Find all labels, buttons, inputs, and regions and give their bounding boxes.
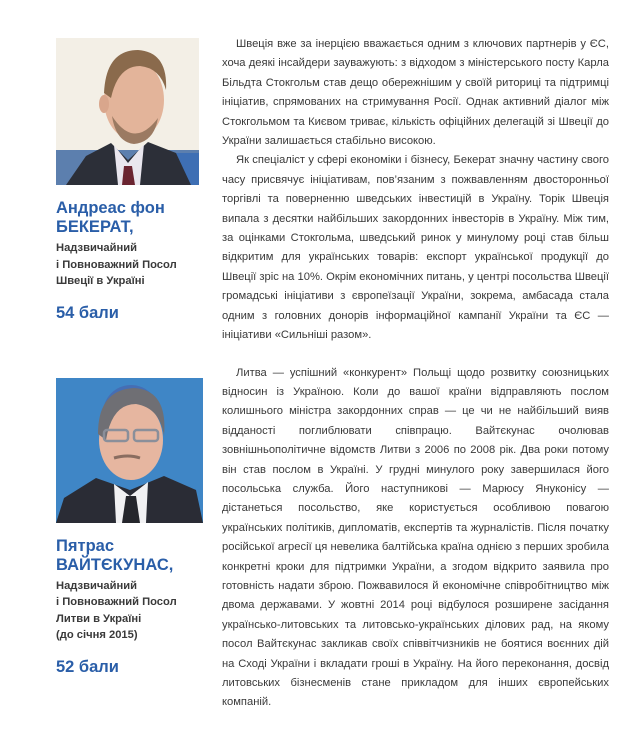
title-line: і Повноважний Посол	[56, 258, 177, 271]
article-paragraph: Як спеціаліст у сфері економіки і бізнесу, Бекерат значну частину свого часу присвячує ініціативам, пов’язаним з пожвавленням двосторонньої торгівлі та поверненню шведських інвестицій в Україну. Торік Швеція випала з десятки найбільших закордонних інвесторів в Україну. Між тим, за оцінками Стокгольма, шведський ринок у минулому році став більш відкритим для українських товарів: експорт української продукції до Швеції зріс на 10%. Окрім економічних питань, у центрі посольства Швеції громадські ініціативи з європеїзації України, зокрема, амбасада стала одним з головних донорів інформаційної кампанії України та ЄС — ініціативи «Сильніші разом».	[222, 154, 609, 342]
portrait-image	[56, 378, 203, 523]
article-paragraph: Литва — успішний «конкурент» Польщі щодо розвитку союзницьких відносин із Україною. Коли до вашої країни відправляють послом колишнього міністра закордонних справ — це чи не найбільший вияв відданості поглиблювати співпрацю. Вайтєкунас очолював зовнішньополітичне відомств Литви з 2006 по 2008 рік. Два роки потому він став послом в Україні. У грудні минулого року завершилася його посольська служба. Його наступникові — Марюсу Януконісу — дістанеться посольство, яке користується особливою повагою українських політиків, дипломатів, експертів та журналістів. Після початку російської агресії ця невелика балтійська країна однією з перших зробила конкретні кроки для підтримки України, а згодом відкрито заявила про готовність надати зброю. Пожвавилося й економічне співробітництво між двома державами. У жовтні 2014 році відбулося розширене засідання українсько-литовських та литовсько-українських ділових рад, на якому посол Вайтєкунас закликав своїх співвітчизників не боятися воєнних дій на Сході України і вкладати гроші в Україну. На його переконання, досвід литовських бізнесменів стане прикладом для інших європейських компаній.	[222, 366, 609, 709]
profile-sidebar-vaitiekunas	[56, 364, 216, 677]
ambassador-photo-beckerath	[56, 38, 199, 185]
title-line: Литви в Україні	[56, 612, 142, 625]
ambassador-title	[56, 578, 216, 644]
profile-name-block-vaitiekunas	[56, 537, 216, 677]
profile-beckerath	[56, 35, 609, 346]
ambassador-last-name: БЕКЕРАТ,	[56, 218, 134, 236]
portrait-image	[56, 38, 199, 185]
ambassador-first-name: Андреас фон	[56, 199, 165, 217]
ambassador-first-name: Пятрас	[56, 536, 114, 555]
profile-sidebar-beckerath	[56, 35, 216, 323]
article-paragraph: Швеція вже за інерцією вважається одним з ключових партнерів у ЄС, хоча деякі інсайдери зауважують: з відходом з міністерського посту Карла Більдта Стокгольм став дещо обережнішим у своїй риториці та підтримці ініціатив, спрямованих на стримування Росії. Однак активний діалог між Стокгольмом та Києвом триває, кількість офіційних делегацій зі Швеції до України залишається стабільно високою.	[222, 38, 609, 148]
title-line: Швеції в Україні	[56, 275, 145, 288]
profile-article-vaitiekunas	[222, 364, 609, 713]
profile-name-block-beckerath	[56, 199, 216, 323]
title-line: Надзвичайний	[56, 579, 137, 592]
profile-article-beckerath	[222, 35, 609, 346]
ambassador-photo-vaitiekunas	[56, 378, 203, 523]
title-line: і Повноважний Посол	[56, 596, 177, 609]
ambassador-title	[56, 240, 216, 290]
ambassador-score: 54 бали	[56, 303, 119, 322]
ambassador-score: 52 бали	[56, 657, 119, 676]
ambassador-last-name: ВАЙТЄКУНАС,	[56, 555, 174, 574]
title-line: (до січня 2015)	[56, 629, 138, 642]
title-line: Надзвичайний	[56, 242, 137, 254]
profile-vaitiekunas	[56, 364, 609, 713]
